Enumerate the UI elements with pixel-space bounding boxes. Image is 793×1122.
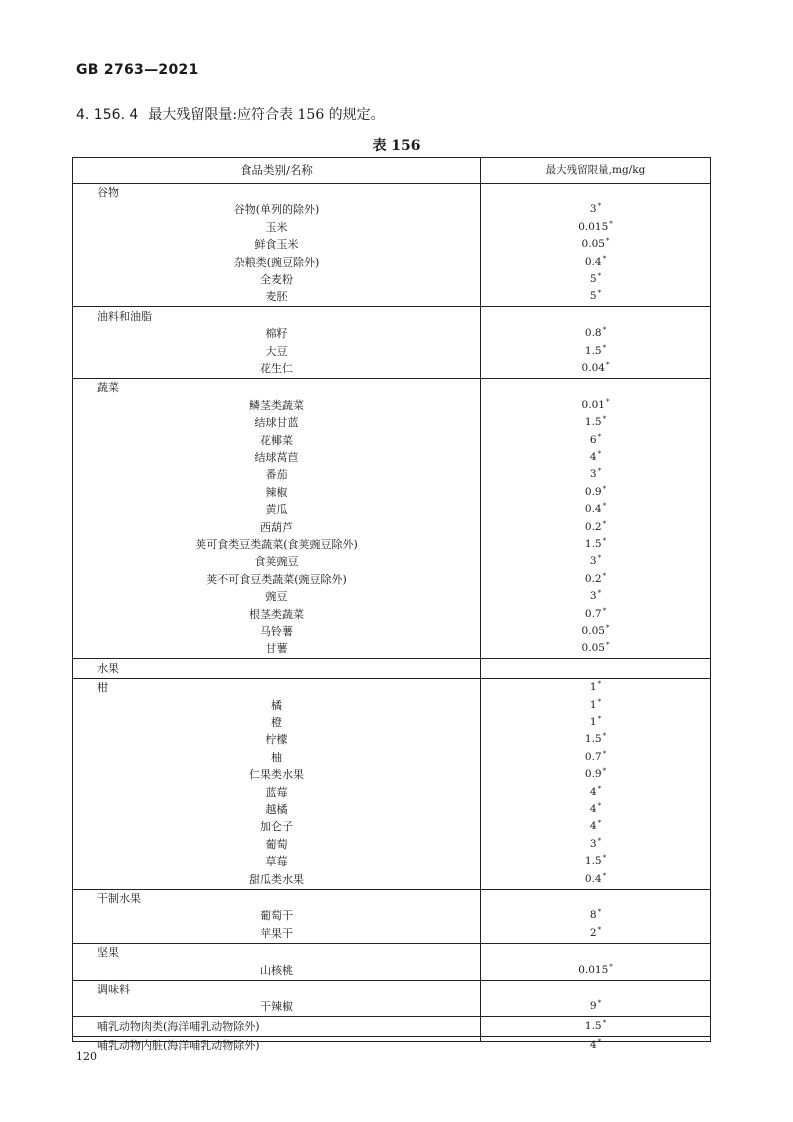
table-row — [73, 998, 710, 1016]
table-category-row — [73, 379, 710, 397]
food-name: 杂粮类(豌豆除外) — [233, 255, 320, 269]
note-mark: * — [597, 802, 602, 810]
mrl-value: 5 — [589, 273, 597, 285]
note-mark: * — [597, 836, 602, 845]
mrl-value: 1.5 — [584, 538, 602, 550]
mrl-value: 0.4 — [584, 255, 602, 268]
mrl-value-cell — [481, 731, 710, 749]
table-row — [73, 519, 710, 537]
table-category-row — [73, 660, 710, 678]
food-name: 山核桃 — [260, 963, 293, 977]
mrl-value: 0.9 — [584, 768, 602, 781]
note-mark: * — [597, 784, 602, 793]
food-name: 荚可食类豆类蔬菜(食荚豌豆除外) — [195, 538, 358, 551]
note-mark: * — [602, 1018, 607, 1027]
note-mark: * — [602, 537, 607, 545]
mrl-value-cell — [481, 606, 710, 624]
food-name: 葡萄干 — [260, 909, 293, 923]
food-name: 花椰菜 — [260, 433, 293, 447]
table-row — [73, 962, 710, 980]
table-row — [73, 697, 710, 715]
table-row — [73, 714, 710, 732]
note-mark: * — [597, 1038, 602, 1047]
table-row — [73, 766, 710, 784]
table-category-row — [73, 1037, 710, 1055]
clause-text: 最大残留限量:应符合表 156 的规定。 — [148, 107, 385, 123]
table-row — [73, 288, 710, 306]
mrl-value-cell — [481, 288, 710, 306]
food-name: 棉籽 — [265, 327, 288, 341]
mrl-value: 3 — [589, 468, 597, 481]
mrl-value: 0.8 — [584, 327, 602, 340]
table-row — [73, 818, 710, 836]
table-row — [73, 801, 710, 819]
note-mark: * — [597, 554, 602, 563]
food-name: 结球甘蓝 — [254, 416, 299, 430]
table-row — [73, 553, 710, 571]
food-name: 草莓 — [265, 855, 288, 869]
table-row — [73, 640, 710, 658]
table-row — [73, 219, 710, 237]
table-category-row — [73, 1018, 710, 1036]
table-row — [73, 414, 710, 432]
note-mark: * — [597, 680, 602, 689]
mrl-value-cell — [481, 836, 710, 854]
mrl-value: 0.04 — [581, 362, 605, 374]
category-name: 柑 — [97, 681, 108, 695]
table-row — [73, 925, 710, 943]
category-name: 蔬菜 — [97, 381, 119, 395]
note-mark: * — [605, 237, 610, 246]
table-row — [73, 236, 710, 254]
mrl-value-cell — [481, 623, 710, 641]
note-mark: * — [597, 289, 602, 298]
mrl-value: 0.2 — [584, 572, 602, 585]
mrl-value: 2 — [589, 926, 597, 939]
note-mark: * — [602, 606, 607, 615]
food-name: 大豆 — [265, 344, 288, 358]
mrl-value-cell — [481, 766, 710, 784]
mrl-value-cell — [481, 784, 710, 802]
mrl-value-cell — [481, 519, 710, 537]
food-name: 根茎类蔬菜 — [249, 607, 304, 621]
note-mark: * — [597, 589, 602, 598]
note-mark: * — [597, 202, 602, 211]
mrl-value: 0.9 — [584, 485, 602, 498]
mrl-value-cell — [481, 466, 710, 484]
food-name: 越橘 — [265, 803, 288, 816]
mrl-value: 0.05 — [581, 625, 605, 637]
mrl-value: 3 — [589, 837, 597, 850]
mrl-value: 1.5 — [584, 733, 602, 746]
mrl-value: 0.2 — [584, 520, 602, 533]
note-mark: * — [602, 343, 607, 352]
mrl-value-cell — [481, 962, 710, 980]
table-row — [73, 484, 710, 502]
table-row — [73, 749, 710, 767]
table-category-row — [73, 184, 710, 202]
clause-number: 4. 156. 4 — [76, 107, 139, 123]
food-name: 西葫芦 — [260, 520, 293, 534]
table-row — [73, 254, 710, 272]
mrl-value-cell — [481, 308, 710, 326]
table-row — [73, 871, 710, 889]
category-name: 调味料 — [97, 983, 130, 996]
note-mark: * — [602, 502, 607, 511]
mrl-value-cell — [481, 571, 710, 589]
mrl-value-cell — [481, 343, 710, 361]
food-name: 干辣椒 — [260, 1000, 293, 1014]
mrl-value-cell — [481, 998, 710, 1016]
note-mark: * — [602, 871, 607, 880]
food-name: 谷物(单列的除外) — [233, 203, 320, 217]
food-name: 辣椒 — [265, 485, 288, 499]
category-name: 坚果 — [97, 946, 119, 960]
mrl-value: 4 — [589, 820, 597, 833]
food-name: 麦胚 — [265, 290, 288, 304]
table-row — [73, 853, 710, 871]
mrl-value: 0.01 — [581, 398, 605, 411]
food-name: 葡萄 — [265, 837, 288, 851]
mrl-value: 8 — [589, 909, 597, 922]
mrl-value-cell — [481, 890, 710, 908]
mrl-value-cell — [481, 184, 710, 202]
mrl-value: 0.7 — [584, 750, 602, 763]
mrl-value-cell — [481, 201, 710, 219]
note-mark: * — [602, 854, 607, 863]
mrl-value-cell — [481, 749, 710, 767]
header-food-category: 食品类别/名称 — [240, 163, 313, 177]
mrl-value: 3 — [589, 555, 597, 568]
table-row — [73, 360, 710, 378]
mrl-value: 5 — [589, 290, 597, 303]
table-row — [73, 271, 710, 289]
mrl-value-cell — [481, 818, 710, 836]
table-row — [73, 449, 710, 467]
mrl-value-cell — [481, 360, 710, 378]
table-category-row — [73, 981, 710, 999]
note-mark: * — [597, 450, 602, 458]
mrl-value-cell — [481, 484, 710, 502]
food-name: 鳞茎类蔬菜 — [249, 398, 304, 412]
note-mark: * — [605, 397, 610, 406]
table-row — [73, 623, 710, 641]
mrl-value-cell — [481, 588, 710, 606]
mrl-value-cell — [481, 714, 710, 732]
table-header-row — [73, 158, 710, 184]
food-name: 荚不可食豆类蔬菜(豌豆除外) — [206, 572, 347, 586]
table-row — [73, 784, 710, 802]
table-row — [73, 466, 710, 484]
note-mark: * — [602, 767, 607, 776]
note-mark: * — [602, 749, 607, 758]
table-row — [73, 325, 710, 343]
mrl-value: 3 — [589, 590, 597, 603]
note-mark: * — [597, 999, 602, 1008]
food-name: 柚 — [271, 750, 282, 764]
mrl-value-cell — [481, 925, 710, 943]
food-name: 马铃薯 — [260, 625, 293, 638]
note-mark: * — [597, 432, 602, 441]
table-row — [73, 606, 710, 624]
mrl-value-cell — [481, 944, 710, 962]
mrl-value: 1.5 — [584, 1019, 602, 1032]
mrl-value-cell — [481, 219, 710, 237]
mrl-value-cell — [481, 697, 710, 715]
food-name: 橘 — [271, 698, 282, 712]
note-mark: * — [609, 962, 613, 971]
mrl-value: 9 — [589, 1000, 597, 1013]
note-mark: * — [602, 732, 607, 741]
table-title: 表 156 — [372, 138, 421, 154]
food-name: 橙 — [271, 716, 282, 729]
mrl-value-cell — [481, 432, 710, 450]
mrl-value-cell — [481, 414, 710, 432]
table-category-row — [73, 944, 710, 962]
mrl-value-cell — [481, 801, 710, 819]
note-mark: * — [602, 519, 607, 528]
food-name: 结球莴苣 — [254, 451, 299, 464]
table-row — [73, 397, 710, 415]
table-row — [73, 501, 710, 519]
category-name: 哺乳动物内脏(海洋哺乳动物除外) — [97, 1039, 260, 1053]
table-row — [73, 201, 710, 219]
mrl-value-cell — [481, 271, 710, 289]
food-name: 仁果类水果 — [249, 768, 304, 782]
category-name: 油料和油脂 — [97, 309, 152, 323]
mrl-value: 1.5 — [584, 855, 602, 868]
mrl-value-cell — [481, 679, 710, 697]
food-name: 柠檬 — [265, 733, 288, 747]
table-row — [73, 907, 710, 925]
food-name: 蓝莓 — [265, 785, 288, 799]
note-mark: * — [602, 571, 607, 580]
food-name: 花生仁 — [260, 362, 293, 375]
note-mark: * — [597, 467, 602, 476]
note-mark: * — [605, 641, 610, 650]
mrl-value-cell — [481, 1037, 710, 1055]
food-name: 黄瓜 — [265, 503, 288, 517]
category-name: 水果 — [97, 661, 119, 675]
mrl-value: 1 — [589, 716, 597, 728]
food-name: 加仑子 — [260, 820, 293, 834]
note-mark: * — [597, 715, 602, 723]
mrl-value: 1 — [589, 698, 597, 711]
food-name: 甜瓜类水果 — [249, 872, 304, 886]
mrl-value-cell — [481, 853, 710, 871]
mrl-value-cell — [481, 640, 710, 658]
mrl-value-cell — [481, 501, 710, 519]
food-name: 食荚豌豆 — [254, 555, 299, 569]
note-mark: * — [597, 819, 602, 828]
standard-code: GB 2763—2021 — [76, 62, 199, 78]
note-mark: * — [597, 908, 602, 917]
mrl-value: 0.4 — [584, 503, 602, 516]
food-name: 豌豆 — [265, 590, 288, 604]
mrl-value-cell — [481, 449, 710, 467]
note-mark: * — [605, 624, 610, 632]
mrl-value: 0.05 — [581, 642, 605, 655]
table-row — [73, 571, 710, 589]
mrl-value: 0.015 — [578, 220, 609, 233]
mrl-value: 1.5 — [584, 416, 602, 429]
table-category-row — [73, 308, 710, 326]
table-row — [73, 731, 710, 749]
mrl-value: 4 — [589, 451, 597, 463]
category-name: 干制水果 — [97, 892, 141, 905]
mrl-value: 4 — [589, 785, 597, 798]
category-name: 哺乳动物肉类(海洋哺乳动物除外) — [97, 1019, 260, 1033]
mrl-value-cell — [481, 981, 710, 999]
header-mrl: 最大残留限量,mg/kg — [545, 164, 646, 176]
mrl-value-cell — [481, 660, 710, 678]
mrl-value-cell — [481, 379, 710, 397]
mrl-value-cell — [481, 907, 710, 925]
clause-line — [76, 104, 385, 124]
note-mark: * — [597, 925, 602, 934]
note-mark: * — [609, 219, 613, 228]
note-mark: * — [597, 272, 602, 280]
food-name: 玉米 — [265, 220, 288, 234]
mrl-value-cell — [481, 553, 710, 571]
table-row — [73, 432, 710, 450]
note-mark: * — [605, 361, 610, 369]
note-mark: * — [602, 415, 607, 424]
mrl-value: 0.05 — [581, 238, 605, 251]
note-mark: * — [602, 254, 607, 263]
food-name: 甘薯 — [265, 642, 288, 656]
category-name: 谷物 — [97, 186, 119, 199]
table-category-row — [73, 679, 710, 697]
mrl-value-cell — [481, 325, 710, 343]
mrl-value: 4 — [589, 803, 597, 815]
mrl-value-cell — [481, 536, 710, 554]
note-mark: * — [602, 326, 607, 335]
mrl-value: 3 — [589, 203, 597, 216]
mrl-value: 0.7 — [584, 607, 602, 620]
page-number: 120 — [76, 1050, 97, 1063]
table-row — [73, 343, 710, 361]
mrl-value: 0.015 — [578, 963, 609, 976]
table-row — [73, 836, 710, 854]
mrl-value: 6 — [589, 433, 597, 446]
food-name: 番茄 — [265, 468, 288, 482]
mrl-value: 0.4 — [584, 872, 602, 885]
mrl-value: 1.5 — [584, 344, 602, 357]
mrl-table — [72, 157, 711, 1053]
mrl-value: 1 — [589, 681, 597, 694]
mrl-value-cell — [481, 1018, 710, 1036]
food-name: 全麦粉 — [260, 273, 293, 286]
note-mark: * — [602, 484, 607, 493]
mrl-value-cell — [481, 397, 710, 415]
food-name: 鲜食玉米 — [254, 238, 299, 252]
food-name: 苹果干 — [260, 926, 293, 940]
note-mark: * — [597, 697, 602, 706]
mrl-value-cell — [481, 254, 710, 272]
mrl-value-cell — [481, 871, 710, 889]
table-row — [73, 536, 710, 554]
mrl-value-cell — [481, 236, 710, 254]
mrl-value: 4 — [589, 1039, 597, 1052]
table-category-row — [73, 890, 710, 908]
table-row — [73, 588, 710, 606]
